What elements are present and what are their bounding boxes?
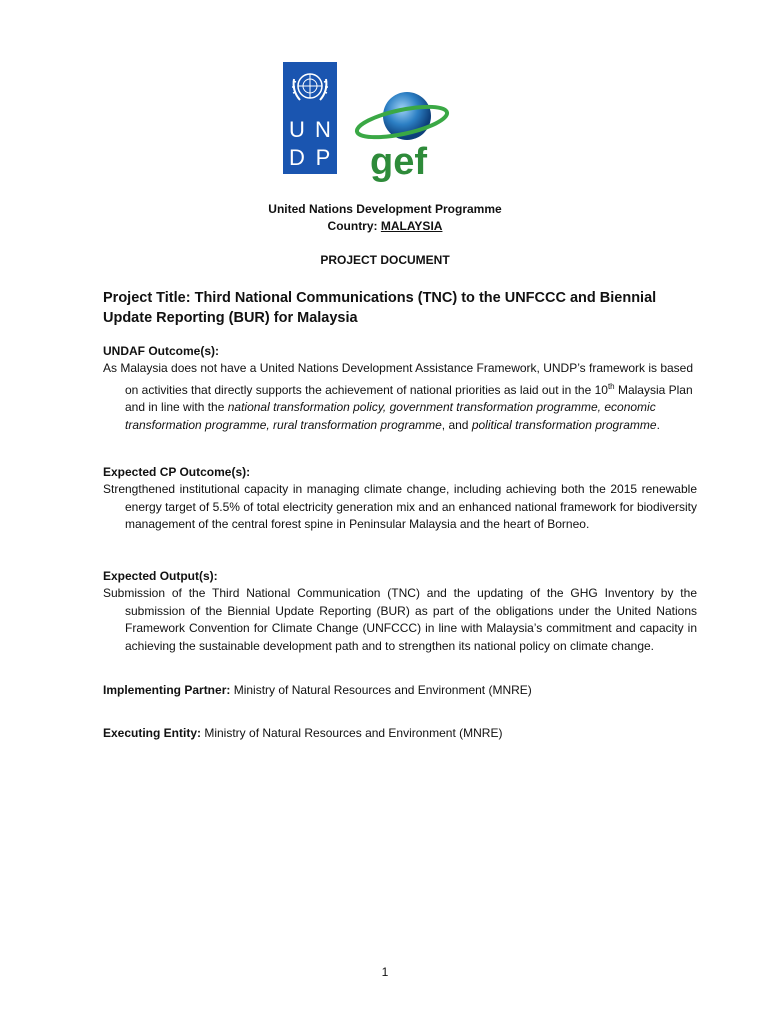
undaf-body (103, 360, 697, 434)
outputs-text: Submission of the Third National Communication (TNC) and the updating of the GHG Inventory by the submission of the Biennial Update Reporting (BUR) as part of the obligations under the United Nations Framework Convention for Climate Change (UNFCCC) in line with Malaysia’s commitment and capacity in achieving the sustainable development path and to strengthen its national policy on climate change. (103, 586, 697, 653)
implementing-partner-label: Implementing Partner: (103, 683, 231, 697)
document-type: PROJECT DOCUMENT (320, 253, 450, 267)
cp-outcome-text: Strengthened institutional capacity in managing climate change, including achieving both the 2015 renewable energy target of 5.5% of total electricity generation mix and an enhanced national framework for biodiversity management of the central forest spine in Peninsular Malaysia and the heart of Borneo. (103, 482, 697, 531)
un-emblem-icon (288, 67, 332, 107)
undp-letter-p: P (315, 145, 331, 170)
cp-outcome-heading: Expected CP Outcome(s): (103, 465, 251, 479)
executing-entity-value: Ministry of Natural Resources and Environment (MNRE) (201, 726, 503, 740)
undaf-text-2: Malaysia Plan and in line with the (125, 382, 693, 414)
gef-logo (352, 86, 452, 182)
implementing-partner-value: Ministry of Natural Resources and Environment (MNRE) (230, 683, 532, 697)
executing-entity-line (103, 726, 502, 740)
country-line (0, 219, 770, 233)
project-title: Project Title: Third National Communications (TNC) to the UNFCCC and Biennial Update Reporting (BUR) for Malaysia (103, 290, 657, 326)
undaf-italic-1: national transformation policy, government transformation programme, economic transformation programme, rural transformation programme (125, 400, 656, 432)
country-label: Country: (327, 219, 378, 233)
executing-entity-label: Executing Entity: (103, 726, 202, 740)
gef-wordmark: gef (370, 141, 427, 182)
undaf-text-4: . (656, 417, 660, 432)
undaf-text-3: , and (441, 417, 472, 432)
undp-logo (283, 62, 337, 174)
cp-outcome-body (103, 481, 697, 534)
undaf-text-1: As Malaysia does not have a United Nations Development Assistance Framework, UNDP’s framework is based on activities that directly supports the achievement of national priorities as laid out in the 10 (103, 361, 694, 397)
outputs-heading: Expected Output(s): (103, 569, 218, 583)
undp-letter-n: N (315, 117, 331, 142)
undp-letter-d: D (289, 145, 305, 170)
implementing-partner-line (103, 683, 532, 697)
undp-letter-u: U (289, 117, 305, 142)
undaf-heading: UNDAF Outcome(s): (103, 344, 219, 358)
page-number: 1 (381, 965, 389, 979)
undaf-superscript: th (607, 381, 615, 391)
country-value: MALAYSIA (380, 219, 443, 233)
outputs-body (103, 585, 697, 655)
organization-name: United Nations Development Programme (268, 202, 502, 216)
undaf-italic-2: political transformation programme (471, 417, 657, 432)
